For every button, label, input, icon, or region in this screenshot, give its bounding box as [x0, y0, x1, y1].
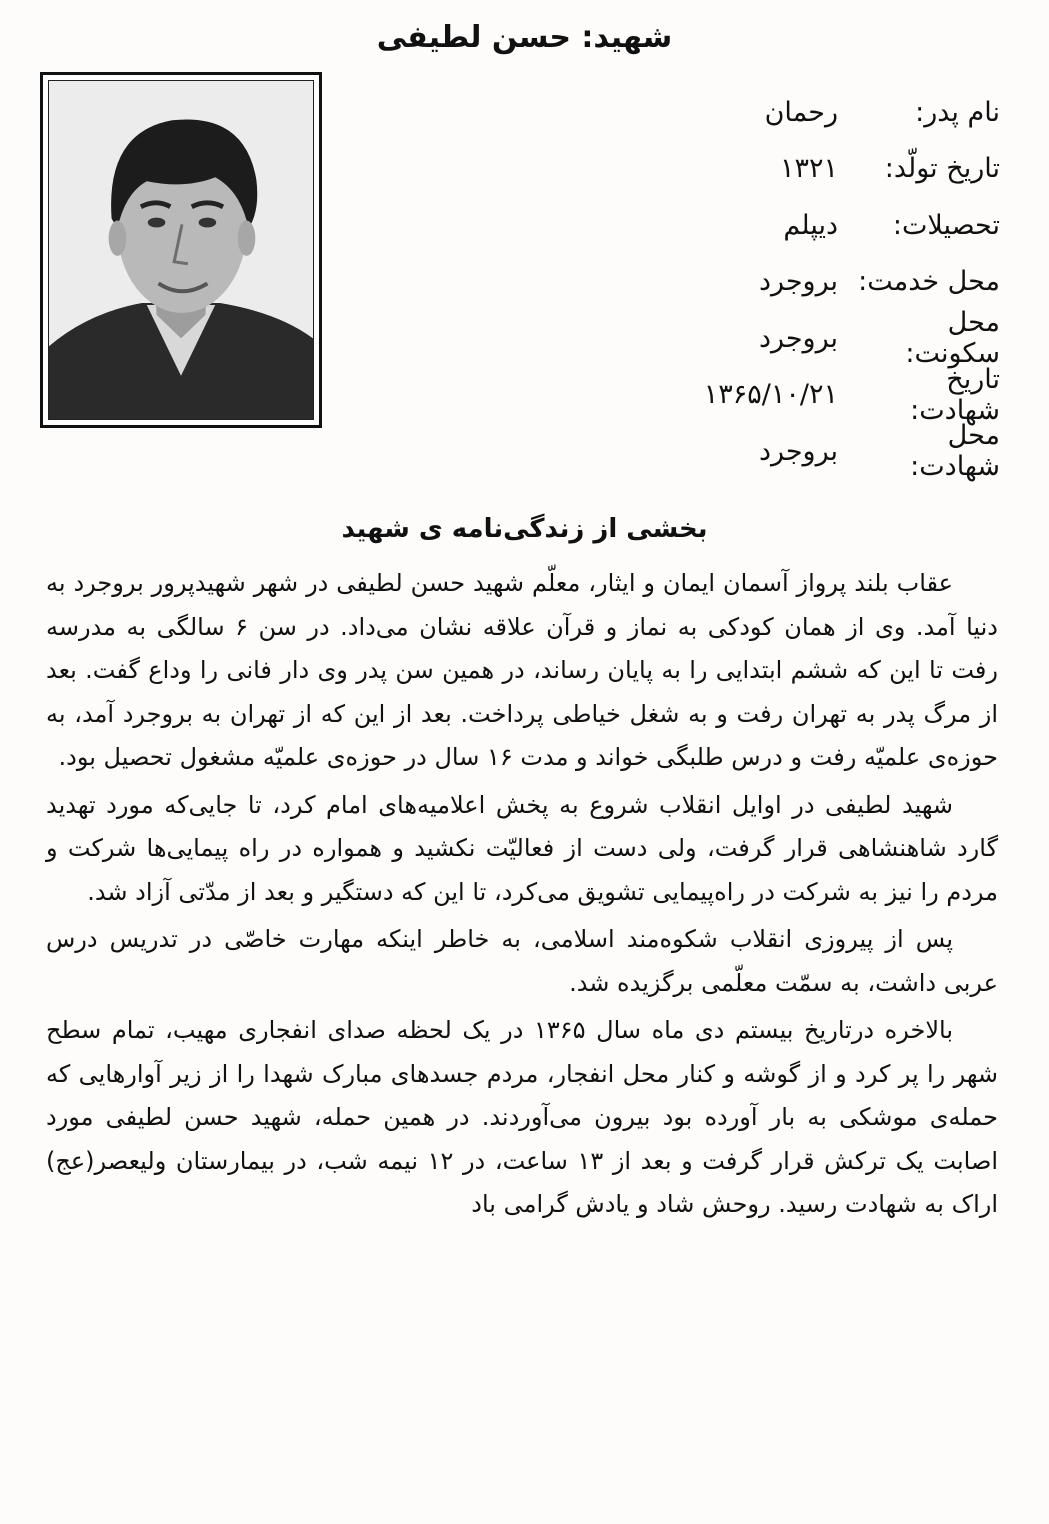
info-row-service-place	[560, 254, 1000, 311]
info-value: رحمان	[764, 96, 838, 128]
biography-text	[46, 562, 998, 1231]
info-row-martyrdom-place	[560, 420, 1000, 483]
biography-paragraph: شهید لطیفی در اوایل انقلاب شروع به پخش اعلامیه‌های امام کرد، تا جایی‌که مورد تهدید گارد شاهنشاهی قرار گرفت، ولی دست از فعالیّت نکشید و همواره در راه پیمایی‌ها شرکت و مردم را نیز به شرکت در راه‌پیمایی تشویق می‌کرد، تا این که دستگیر و بعد از مدّتی آزاد شد.	[46, 790, 998, 906]
info-row-residence	[560, 307, 1000, 370]
info-row-martyrdom-date	[560, 363, 1000, 426]
info-row-father-name	[560, 84, 1000, 141]
portrait-photo-frame	[40, 72, 322, 428]
info-label: نام پدر:	[915, 96, 1000, 128]
biography-paragraph: بالاخره درتاریخ بیستم دی ماه سال ۱۳۶۵ در یک لحظه صدای انفجاری مهیب، تمام سطح شهر را پر کرد و از گوشه و کنار محل انفجار، مردم جسدهای مبارک شهدا را از زیر آوارهایی که حمله‌ی موشکی به بار آورده بود بیرون می‌آوردند. در همین حمله، شهید حسن لطیفی مورد اصابت یک ترکش قرار گرفت و بعد از ۱۳ ساعت، در ۱۲ نیمه شب، در بیمارستان ولیعصر(عج) اراک به شهادت رسید. روحش شاد و یادش گرامی باد	[46, 1016, 999, 1218]
portrait-photo	[48, 80, 314, 420]
info-label: محل شهادت:	[910, 420, 1000, 483]
biography-title: بخشی از زندگی‌نامه ی شهید	[341, 514, 708, 544]
info-value: بروجرد	[758, 266, 838, 298]
info-value: بروجرد	[758, 322, 838, 354]
portrait-illustration	[49, 81, 313, 419]
info-label: محل خدمت:	[858, 266, 1000, 298]
page-title: شهید: حسن لطیفی	[376, 20, 673, 55]
info-label: تاریخ تولّد:	[884, 153, 1000, 185]
info-value: ۱۳۶۵/۱۰/۲۱	[703, 379, 838, 411]
info-list	[560, 84, 1000, 483]
info-label: تحصیلات:	[892, 209, 1000, 241]
info-value: دیپلم	[783, 209, 838, 241]
info-label: تاریخ شهادت:	[910, 363, 1000, 426]
info-row-education	[560, 197, 1000, 254]
biography-paragraph: پس از پیروزی انقلاب شکوه‌مند اسلامی، به خاطر اینکه مهارت خاصّی در تدریس درس عربی داشت، به سمّت معلّمی برگزیده شد.	[46, 925, 998, 997]
info-value: بروجرد	[758, 435, 838, 467]
info-value: ۱۳۲۱	[779, 153, 838, 185]
info-label: محل سکونت:	[905, 307, 1000, 370]
biography-paragraph: عقاب بلند پرواز آسمان ایمان و ایثار، معلّم شهید حسن لطیفی در شهر شهیدپرور بروجرد به دنیا آمد. وی از همان کودکی به نماز و قرآن علاقه نشان می‌داد. در سن ۶ سالگی به مدرسه رفت تا این که ششم ابتدایی را به پایان رساند، در همین سن پدر وی دار فانی را وداع گفت. بعد از مرگ پدر به تهران رفت و به شغل خیاطی پرداخت. بعد از این که از تهران به بروجرد آمد، به حوزه‌ی علمیّه رفت و درس طلبگی خواند و مدت ۱۶ سال در حوزه‌ی علمیّه مشغول تحصیل بود.	[46, 569, 998, 771]
info-row-birth-date	[560, 141, 1000, 198]
